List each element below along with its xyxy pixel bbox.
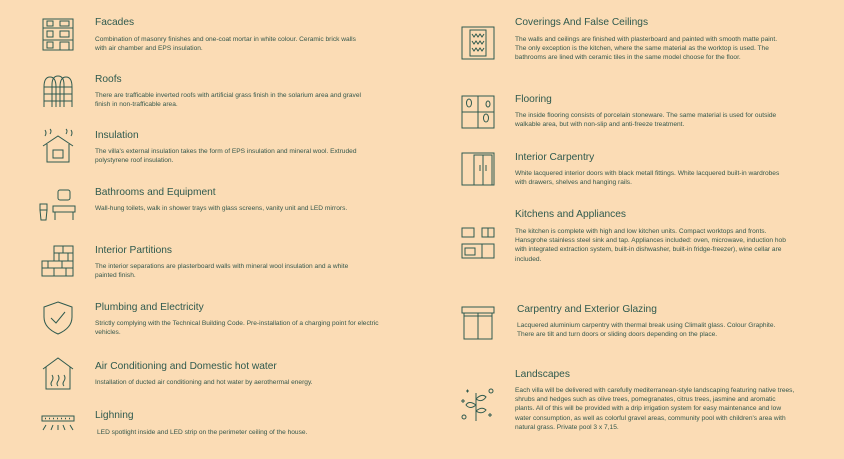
spec-title: Plumbing and Electricity [95, 302, 204, 313]
kitchen-appliances-icon [460, 226, 496, 262]
spec-description: Combination of masonry finishes and one-coat mortar in white colour. Ceramic brick walls with air chamber and EPS insulation. [95, 36, 356, 53]
spec-title: Interior Carpentry [515, 152, 595, 163]
spec-description: White lacquered interior doors with black metall fittings. White lacquered built-in wardrobes with drawers, shelves and hanging rails. [515, 170, 780, 187]
spec-title: Roofs [95, 74, 122, 85]
spec-title: Flooring [515, 94, 552, 105]
spec-description: The interior separations are plasterboard walls with mineral wool insulation and a white painted finish. [95, 263, 349, 280]
spec-description: Each villa will be delivered with carefully mediterranean-style landscaping featuring native trees, shrubs and hedges such as olive trees, pomegranates, citrus trees, jasmine and aromatic plants. All of this will be provided with a drip irrigation system for easy maintenance and low water consumption, as well as colorful gravel areas, community pool with children's area with natural grass. Private pool 3 x 7,15. [515, 387, 795, 431]
spec-description: Wall-hung toilets, walk in shower trays with glass screens, vanity unit and LED mirrors. [95, 205, 348, 212]
wardrobe-door-icon [460, 151, 496, 187]
spec-title: Facades [95, 17, 135, 28]
spec-description: The inside flooring consists of porcelain stoneware. The same material is used for outside walkable area, but with non-slip and anti-freeze treatment. [515, 112, 777, 129]
spec-title: Lighning [95, 410, 134, 421]
spec-title: Interior Partitions [95, 245, 173, 256]
spec-description: Strictly complying with the Technical Building Code. Pre-installation of a charging point for electric vehicles. [95, 320, 379, 337]
insulated-house-icon [40, 128, 76, 164]
spec-description: Installation of ducted air conditioning and hot water by aerothermal energy. [95, 379, 313, 386]
shield-check-icon [40, 300, 76, 336]
spec-title: Bathrooms and Equipment [95, 187, 216, 198]
landscape-plants-icon [458, 385, 498, 425]
spec-description: The villa's external insulation takes the form of EPS insulation and mineral wool. Extruded polystyrene roof insulation. [95, 148, 357, 165]
spec-description: The walls and ceilings are finished with plasterboard and painted with smooth matte paint. The only exception is the kitchen, where the same material as the worktop is used. The bathrooms are lined with ceramic tiles in the same model choose for the floor. [515, 36, 778, 62]
heated-house-icon [40, 355, 76, 391]
spec-title: Landscapes [515, 369, 570, 380]
sliding-window-icon [460, 305, 496, 341]
floor-tiles-icon [460, 94, 496, 130]
spec-description: The kitchen is complete with high and low kitchen units. Compact worktops and fronts. Hansgrohe stainless steel sink and tap. Appliances included: oven, microwave, induction hob with integrated extraction system, built-in dishwasher, built-in fridge-freezer), wine cellar are included. [515, 228, 786, 263]
wall-panel-icon [460, 25, 496, 61]
roof-tiles-icon [40, 73, 76, 109]
facade-building-icon [40, 16, 76, 52]
spec-title: Air Conditioning and Domestic hot water [95, 361, 277, 372]
spec-title: Insulation [95, 130, 139, 141]
spec-title: Kitchens and Appliances [515, 209, 627, 220]
spec-title: Coverings And False Ceilings [515, 17, 649, 28]
brick-wall-icon [40, 243, 76, 279]
spec-description: LED spotlight inside and LED strip on the perimeter ceiling of the house. [97, 429, 308, 436]
spec-title: Carpentry and Exterior Glazing [517, 304, 657, 315]
led-strip-icon [40, 412, 76, 448]
spec-description: There are trafficable inverted roofs with artificial grass finish in the solarium area and gravel finish in non-trafficable area. [95, 92, 361, 109]
spec-description: Lacquered aluminium carpentry with thermal break using Climalit glass. Colour Graphite. There are tilt and turn doors or sliding doors depending on the place. [517, 322, 776, 339]
bathroom-fixtures-icon [38, 186, 78, 222]
